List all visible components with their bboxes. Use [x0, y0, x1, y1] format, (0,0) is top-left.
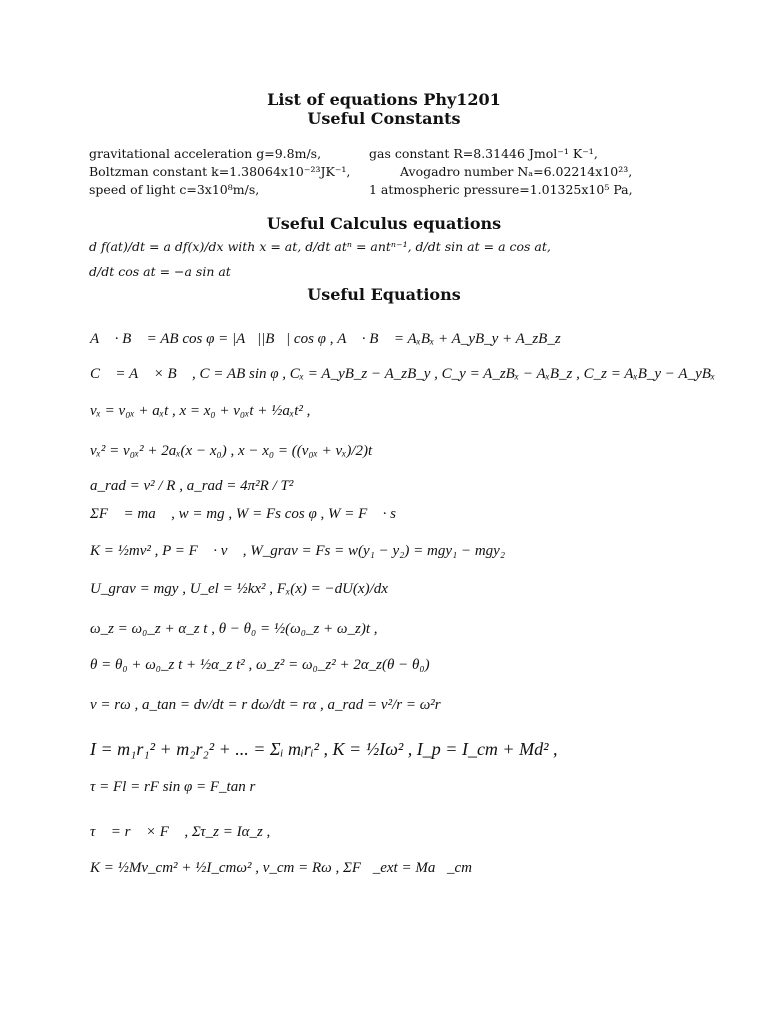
constant-boltzmann: Boltzman constant k=1.38064x10⁻²³JK⁻¹,: [89, 164, 351, 179]
equation-rolling: K = ½Mv_cm² + ½I_cmω² , v_cm = Rω , ΣF⃗_ext = Ma⃗_cm: [90, 860, 472, 876]
constant-atm-pressure: 1 atmospheric pressure=1.01325x10⁵ Pa,: [369, 182, 633, 197]
equation-kinematics-1: vₓ = v₀ₓ + aₓt , x = x₀ + v₀ₓt + ½aₓt² ,: [90, 403, 311, 419]
equation-kinematics-2: vₓ² = v₀ₓ² + 2aₓ(x − x₀) , x − x₀ = ((v₀ₓ + vₓ)/2)t: [90, 443, 373, 459]
equation-potential-energy: U_grav = mgy , U_el = ½kx² , Fₓ(x) = −dU(x)/dx: [90, 581, 388, 597]
equation-radial-acceleration: a_rad = v² / R , a_rad = 4π²R / T²: [90, 478, 294, 494]
constant-avogadro: Avogadro number Nₐ=6.02214x10²³,: [400, 164, 633, 179]
equation-cross-product: C⃗ = A⃗ × B⃗ , C = AB sin φ , Cₓ = A_yB_z − A_zB_y , C_y = A_zBₓ − AₓB_z , C_z = AₓB_y − A_yBₓ: [90, 366, 716, 382]
calculus-line-2: d/dt cos at = −a sin at: [89, 264, 231, 279]
constant-light-speed: speed of light c=3x10⁸m/s,: [89, 182, 260, 197]
equation-energy-power: K = ½mv² , P = F⃗ · v⃗ , W_grav = Fs = w(y₁ − y₂) = mgy₁ − mgy₂: [90, 543, 506, 559]
equation-moment-of-inertia: I = m₁r₁² + m₂r₂² + ... = Σᵢ mᵢrᵢ² , K = ½Iω² , I_p = I_cm + Md² ,: [90, 739, 558, 759]
equation-torque: τ = Fl = rF sin φ = F_tan r: [90, 779, 256, 795]
equations-heading: Useful Equations: [307, 285, 461, 304]
constant-gas: gas constant R=8.31446 Jmol⁻¹ K⁻¹,: [369, 146, 598, 161]
page-title: List of equations Phy1201: [267, 90, 501, 109]
constant-gravity: gravitational acceleration g=9.8m/s,: [89, 146, 322, 161]
equation-torque-vector: τ⃗ = r⃗ × F⃗ , Στ_z = Iα_z ,: [90, 824, 271, 840]
calculus-heading: Useful Calculus equations: [266, 214, 502, 233]
equation-force-work: ΣF⃗ = ma⃗ , w = mg , W = Fs cos φ , W = F⃗ · s⃗: [90, 506, 408, 522]
equation-rotational-relations: v = rω , a_tan = dv/dt = r dω/dt = rα , a_rad = v²/r = ω²r: [90, 697, 441, 713]
equation-angular-1: ω_z = ω₀_z + α_z t , θ − θ₀ = ½(ω₀_z + ω_z)t ,: [90, 621, 378, 637]
equation-angular-2: θ = θ₀ + ω₀_z t + ½α_z t² , ω_z² = ω₀_z² + 2α_z(θ − θ₀): [90, 657, 430, 673]
equation-dot-product: A⃗ · B⃗ = AB cos φ = |A⃗||B⃗| cos φ , A⃗ · B⃗ = AₓBₓ + A_yB_y + A_zB_z: [90, 331, 561, 347]
calculus-line-1: d f(at)/dt = a df(x)/dx with x = at, d/dt atⁿ = antⁿ⁻¹, d/dt sin at = a cos at,: [89, 239, 551, 254]
constants-heading: Useful Constants: [307, 109, 461, 128]
